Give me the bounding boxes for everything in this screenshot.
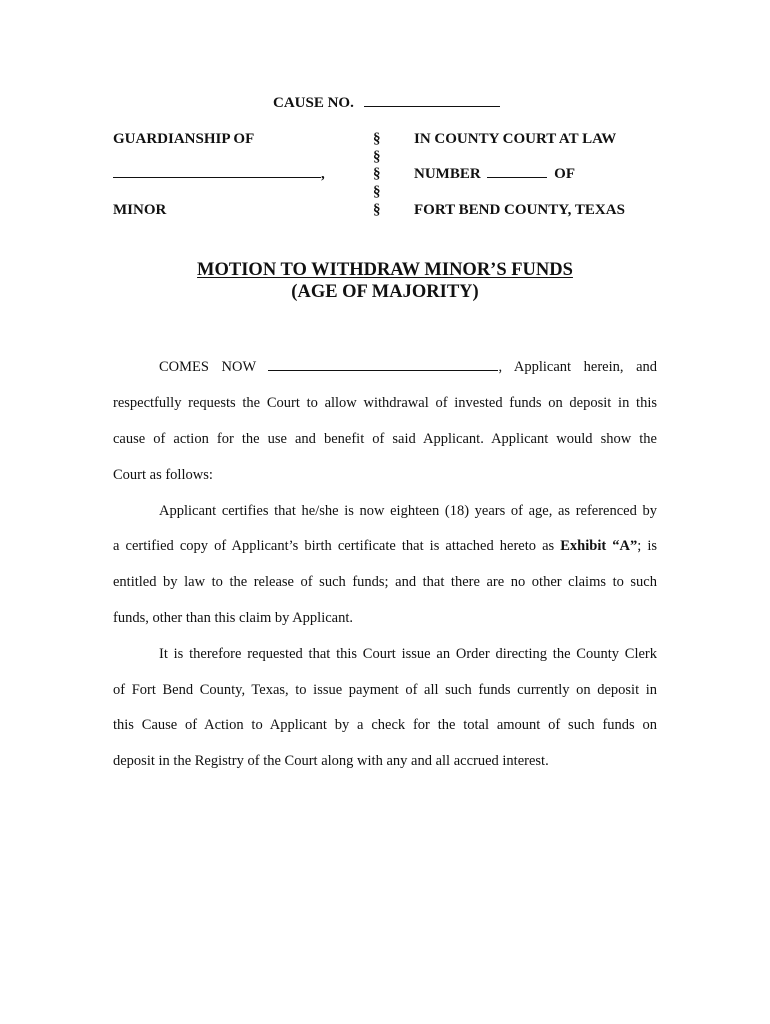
section-mark: § (373, 202, 381, 218)
document-title: MOTION TO WITHDRAW MINOR’S FUNDS (197, 260, 573, 280)
county-label: FORT BEND COUNTY, TEXAS (414, 202, 625, 218)
comes-now-line (159, 358, 657, 376)
ward-name-line (113, 165, 325, 183)
court-number-of: OF (554, 166, 576, 182)
section-mark: § (373, 166, 381, 182)
cause-number-line (273, 94, 500, 112)
guardianship-label: GUARDIANSHIP OF (113, 131, 255, 147)
cause-number-label: CAUSE NO. (273, 95, 354, 111)
cause-number-blank (364, 94, 500, 107)
paragraph-3-line-3: this Cause of Action to Applicant by a check for the total amount of such funds on (113, 717, 657, 733)
paragraph-1-line-2: respectfully requests the Court to allow withdrawal of invested funds on deposit in this (113, 395, 657, 411)
applicant-herein-text: , Applicant herein, and (498, 359, 658, 375)
exhibit-a-label: Exhibit “A” (560, 538, 638, 554)
section-mark: § (373, 131, 381, 147)
paragraph-2-line-1: Applicant certifies that he/she is now eighteen (18) years of age, as referenced by (159, 503, 657, 519)
document-subtitle: (AGE OF MAJORITY) (291, 282, 479, 302)
section-mark: § (373, 149, 381, 165)
court-number-line (414, 165, 575, 183)
paragraph-3-line-1: It is therefore requested that this Court issue an Order directing the County Clerk (159, 646, 657, 662)
paragraph-2-line-4: funds, other than this claim by Applicant. (113, 610, 354, 626)
section-mark: § (373, 184, 381, 200)
minor-label: MINOR (113, 202, 167, 218)
ward-name-blank (113, 165, 321, 178)
paragraph-1-line-4: Court as follows: (113, 467, 213, 483)
paragraph-2-line-2-end: ; is (637, 538, 658, 554)
paragraph-3-line-4: deposit in the Registry of the Court along with any and all accrued interest. (113, 753, 549, 769)
court-label: IN COUNTY COURT AT LAW (414, 131, 617, 147)
court-number-label: NUMBER (414, 166, 481, 182)
paragraph-2-line-2-text: a certified copy of Applicant’s birth certificate that is attached hereto as (113, 538, 555, 554)
paragraph-2-line-2 (113, 537, 657, 555)
applicant-name-blank (268, 358, 498, 371)
ward-name-comma: , (321, 166, 325, 182)
paragraph-3-line-2: of Fort Bend County, Texas, to issue payment of all such funds currently on deposit in (113, 682, 657, 698)
paragraph-1-line-3: cause of action for the use and benefit of said Applicant. Applicant would show the (113, 431, 657, 447)
paragraph-2-line-3: entitled by law to the release of such funds; and that there are no other claims to such (113, 574, 657, 590)
court-number-blank (487, 165, 547, 178)
comes-now-text: COMES NOW (159, 359, 256, 375)
